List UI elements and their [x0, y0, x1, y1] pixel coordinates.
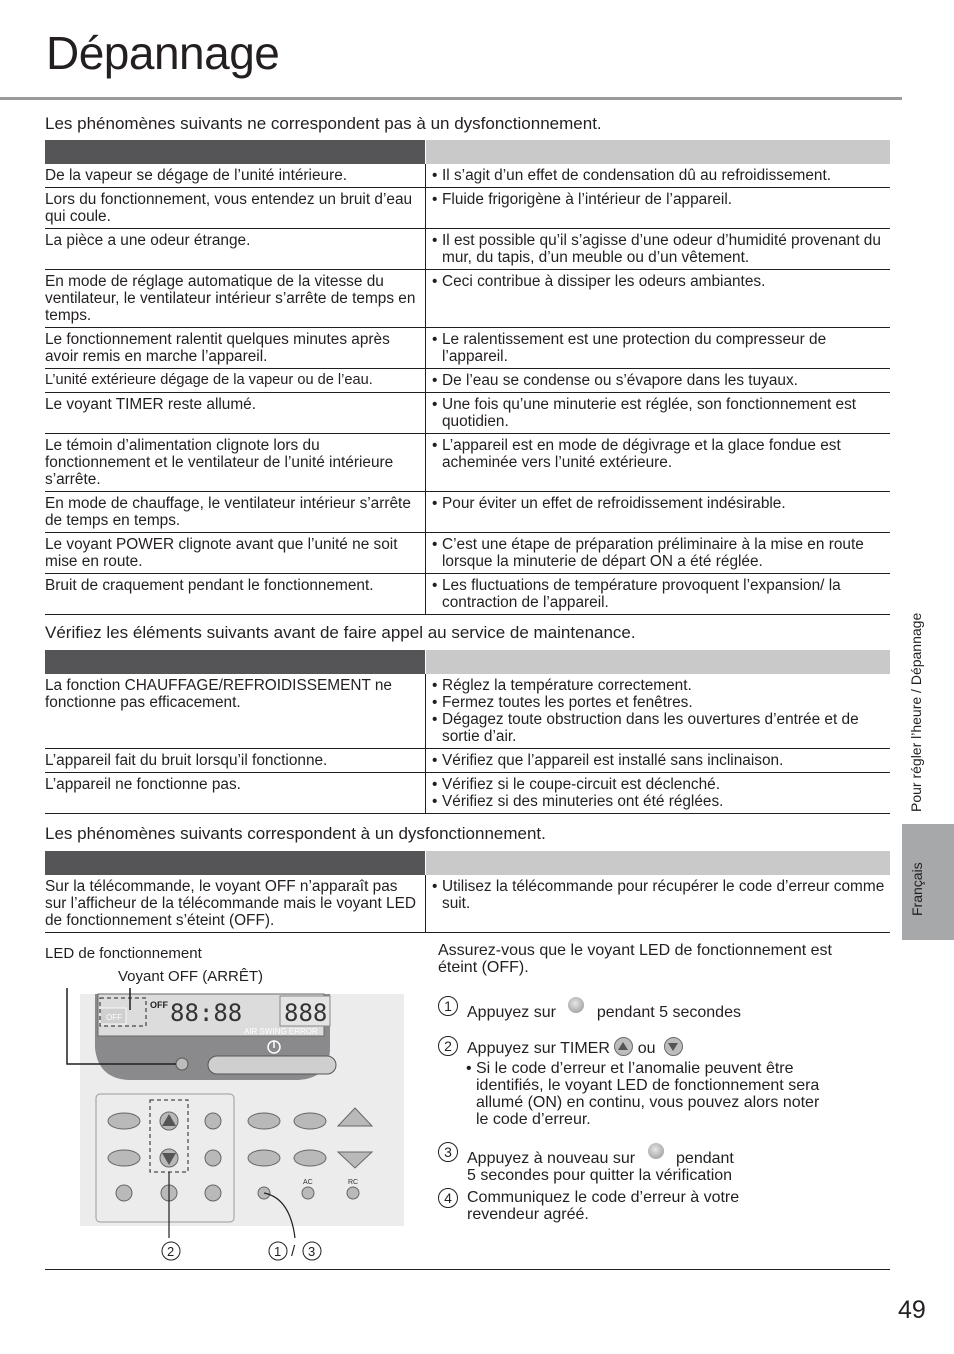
- step-number: 3: [438, 1142, 458, 1162]
- bullet-item: • Vérifiez si le coupe-circuit est déclenché.: [432, 776, 721, 793]
- cause-cell: [426, 270, 891, 328]
- page-title: Dépannage: [46, 27, 280, 79]
- key-ac-label: AC: [303, 1179, 313, 1186]
- step-text: Appuyez sur: [467, 1004, 556, 1021]
- table-row: [45, 164, 890, 188]
- bullet-item: • Le ralentissement est une protection du compresseur de l’appareil.: [432, 331, 827, 365]
- symptom-cell: La pièce a une odeur étrange.: [45, 229, 426, 270]
- bullet-item: • Pour éviter un effet de refroidissement indésirable.: [432, 495, 786, 512]
- cause-cell: [426, 328, 891, 369]
- bullet-item: • C’est une étape de préparation préliminaire à la mise en route lorsque la minuterie de départ ON a été réglée.: [432, 536, 864, 570]
- side-section-label: Pour régler l’heure / Dépannage: [908, 612, 924, 812]
- table-header-light: [426, 140, 891, 164]
- symptom-cell: En mode de chauffage, le ventilateur intérieur s’arrête de temps en temps.: [45, 492, 426, 533]
- table-row: [45, 574, 890, 615]
- bullet-item: • De l’eau se condense ou s’évapore dans les tuyaux.: [432, 372, 798, 389]
- section-2-intro: Vérifiez les éléments suivants avant de faire appel au service de maintenance.: [45, 623, 636, 642]
- step-1: [438, 996, 741, 1021]
- table-row: [45, 369, 890, 393]
- symptom-cell: Le témoin d’alimentation clignote lors du fonctionnement et le ventilateur de l’unité intérieure s’arrête.: [45, 434, 426, 492]
- symptom-cell: Le fonctionnement ralentit quelques minutes après avoir remis en marche l’appareil.: [45, 328, 426, 369]
- callout-1: 1: [274, 1244, 282, 1259]
- symptom-cell: Le voyant TIMER reste allumé.: [45, 393, 426, 434]
- symptom-cell: L’unité extérieure dégage de la vapeur ou de l’eau.: [45, 369, 426, 393]
- table-row: [45, 773, 890, 814]
- table-row: [45, 749, 890, 773]
- table-row: [45, 270, 890, 328]
- bullet-item: • Fluide frigorigène à l’intérieur de l’appareil.: [432, 191, 733, 208]
- table-header-light: [426, 851, 891, 875]
- cause-cell: [426, 492, 891, 533]
- table-row: [45, 533, 890, 574]
- off-indicator-label: Voyant OFF (ARRÊT): [118, 968, 264, 985]
- cause-cell: [426, 369, 891, 393]
- step-3: [438, 1142, 734, 1184]
- symptom-cell: L’appareil fait du bruit lorsqu’il fonctionne.: [45, 749, 426, 773]
- bullet-item: • Il est possible qu’il s’agisse d’une odeur d’humidité provenant du mur, du tapis, d’un meuble ou d’un vêtement.: [432, 232, 881, 266]
- cause-cell: [426, 875, 891, 933]
- step-text: pendant: [676, 1150, 734, 1167]
- cause-cell: [426, 773, 891, 814]
- table-header-light: [426, 650, 891, 674]
- table-row: [45, 875, 890, 933]
- table-row: [45, 328, 890, 369]
- symptom-cell: Bruit de craquement pendant le fonctionnement.: [45, 574, 426, 615]
- bullet-item: • L’appareil est en mode de dégivrage et la glace fondue est acheminée vers l’unité extérieure.: [432, 437, 841, 471]
- arrow-down-icon: [664, 1037, 683, 1056]
- section-3-intro: Les phénomènes suivants correspondent à un dysfonctionnement.: [45, 824, 546, 843]
- step-text: Appuyez à nouveau sur: [467, 1150, 636, 1167]
- step-text: Communiquez le code d’erreur à votre revendeur agréé.: [467, 1189, 740, 1223]
- screen-caption: AIR SWING ERROR: [244, 1027, 318, 1036]
- table-header-dark: [45, 851, 426, 875]
- bullet-item: • Les fluctuations de température provoquent l’expansion/ la contraction de l’appareil.: [432, 577, 841, 611]
- table-row: [45, 434, 890, 492]
- bottom-rule: [45, 1269, 890, 1270]
- led-label: LED de fonctionnement: [45, 945, 202, 962]
- step-text: pendant 5 secondes: [596, 1004, 741, 1021]
- bullet-item: • Vérifiez que l’appareil est installé sans inclinaison.: [432, 752, 784, 769]
- title-rule: [0, 97, 902, 100]
- callout-separator: /: [291, 1243, 296, 1260]
- bullet-item: • Fermez toutes les portes et fenêtres.: [432, 694, 693, 711]
- bullet-item: • Réglez la température correctement.: [432, 677, 692, 694]
- bullet-item: • Il s’agit d’un effet de condensation dû au refroidissement.: [432, 167, 832, 184]
- step-number: 4: [438, 1188, 458, 1208]
- bullet-item: • Utilisez la télécommande pour récupérer le code d’erreur comme suit.: [432, 878, 885, 912]
- cause-cell: [426, 674, 891, 749]
- cause-cell: [426, 229, 891, 270]
- table-malfunction: [45, 851, 890, 933]
- symptom-cell: Le voyant POWER clignote avant que l’unité ne soit mise en route.: [45, 533, 426, 574]
- step-number: 1: [438, 996, 458, 1016]
- screen-time: 88:88: [170, 999, 243, 1027]
- symptom-cell: L’appareil ne fonctionne pas.: [45, 773, 426, 814]
- table-not-malfunction: [45, 140, 890, 615]
- cause-cell: [426, 164, 891, 188]
- step-text: ou: [637, 1040, 656, 1057]
- bullet-item: • Dégagez toute obstruction dans les ouvertures d’entrée et de sortie d’air.: [432, 711, 859, 745]
- steps-intro: Assurez-vous que le voyant LED de fonctionnement est éteint (OFF).: [438, 942, 832, 976]
- step-2-note: • Si le code d’erreur et l’anomalie peuvent être identifiés, le voyant LED de fonctionnement sera allumé (ON) en continu, vous pouvez alors noter le code d’erreur.: [466, 1060, 820, 1128]
- symptom-cell: Lors du fonctionnement, vous entendez un bruit d’eau qui coule.: [45, 188, 426, 229]
- cause-cell: [426, 533, 891, 574]
- screen-off-text: OFF: [106, 1013, 122, 1022]
- check-button-icon: [568, 997, 584, 1013]
- screen-off-text-2: OFF: [150, 1000, 168, 1010]
- step-text: 5 secondes pour quitter la vérification: [467, 1167, 733, 1184]
- bullet-item: • Une fois qu’une minuterie est réglée, son fonctionnement est quotidien.: [432, 396, 857, 430]
- symptom-cell: En mode de réglage automatique de la vitesse du ventilateur, le ventilateur intérieur s’arrête de temps en temps.: [45, 270, 426, 328]
- step-number: 2: [438, 1036, 458, 1056]
- table-header-dark: [45, 650, 426, 674]
- step-4: [438, 1188, 767, 1223]
- cause-cell: [426, 574, 891, 615]
- key-rc-label: RC: [348, 1179, 359, 1186]
- symptom-cell: Sur la télécommande, le voyant OFF n’apparaît pas sur l’afficheur de la télécommande mais le voyant LED de fonctionnement s’éteint (OFF).: [45, 875, 426, 933]
- bullet-item: • Ceci contribue à dissiper les odeurs ambiantes.: [432, 273, 766, 290]
- step-2: [438, 1036, 683, 1057]
- table-check-before-service: [45, 650, 890, 814]
- arrow-up-icon: [614, 1037, 633, 1056]
- table-row: [45, 492, 890, 533]
- cause-cell: [426, 434, 891, 492]
- step-text: Appuyez sur TIMER: [467, 1040, 610, 1057]
- table-row: [45, 229, 890, 270]
- symptom-cell: De la vapeur se dégage de l’unité intérieure.: [45, 164, 426, 188]
- language-tab-label: Français: [909, 862, 925, 916]
- check-button-icon: [648, 1143, 664, 1159]
- symptom-cell: La fonction CHAUFFAGE/REFROIDISSEMENT ne fonctionne pas efficacement.: [45, 674, 426, 749]
- cause-cell: [426, 749, 891, 773]
- section-1-intro: Les phénomènes suivants ne correspondent pas à un dysfonctionnement.: [45, 114, 602, 133]
- table-row: [45, 393, 890, 434]
- cause-cell: [426, 188, 891, 229]
- screen-number: 888: [284, 999, 328, 1027]
- callout-2: 2: [167, 1244, 175, 1259]
- table-row: [45, 188, 890, 229]
- table-header-dark: [45, 140, 426, 164]
- callout-3: 3: [308, 1244, 316, 1259]
- remote-control-diagram: [40, 988, 410, 1268]
- bullet-item: • Vérifiez si des minuteries ont été réglées.: [432, 793, 724, 810]
- page-number: 49: [898, 1296, 926, 1324]
- table-row: [45, 674, 890, 749]
- cause-cell: [426, 393, 891, 434]
